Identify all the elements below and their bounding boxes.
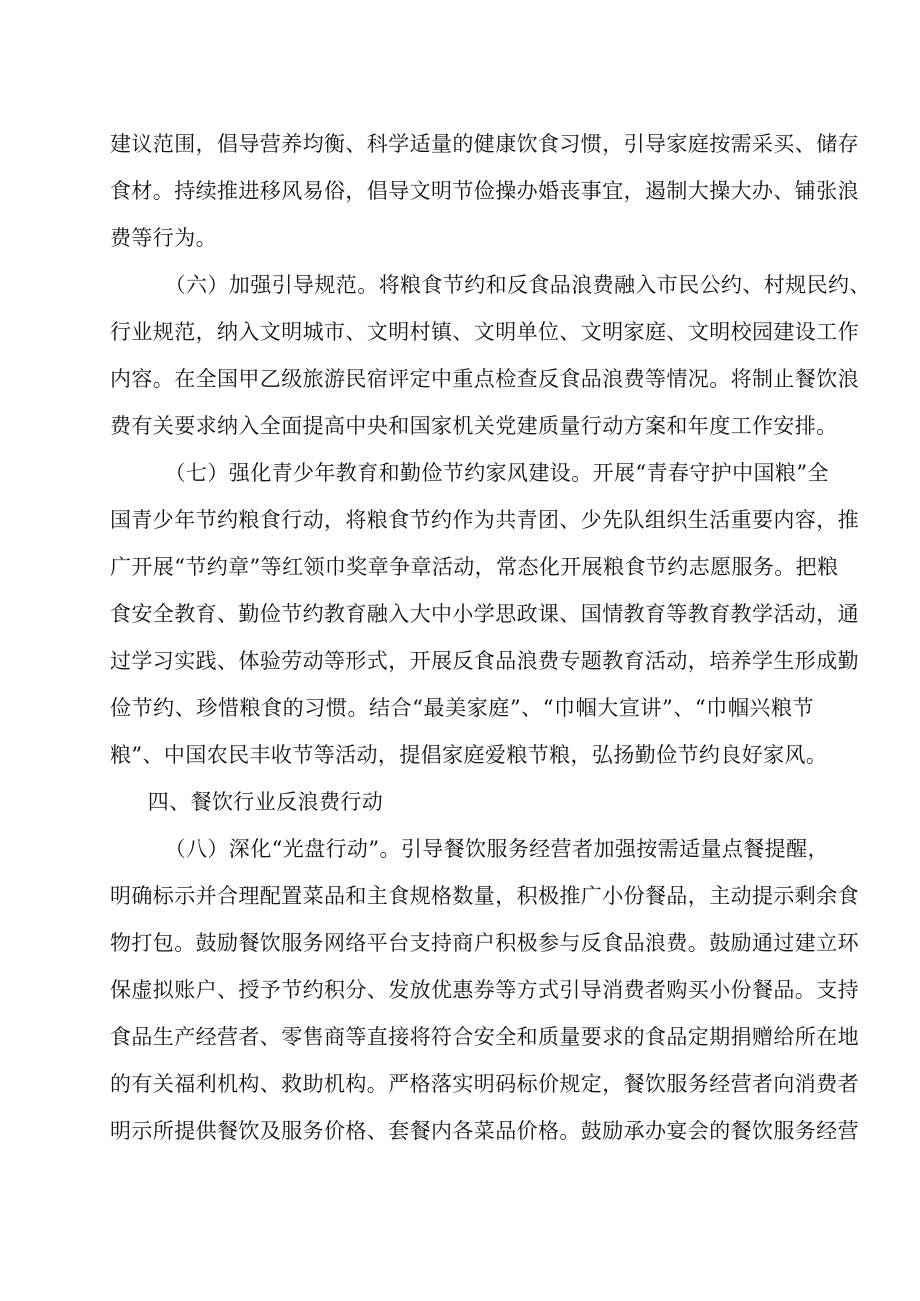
section-heading-four: [110, 779, 814, 826]
text-line: 明示所提供餐饮及服务价格、套餐内各菜品价格。鼓励承办宴会的餐饮服务经营: [110, 1119, 859, 1143]
text-line: 俭节约、珍惜粮食的习惯。结合“最美家庭”、“巾帼大宣讲”、“巾帼兴粮节: [110, 696, 814, 720]
paragraph-continuation: [110, 121, 859, 262]
paragraph-six-guidance: [110, 262, 871, 450]
text-line: 费有关要求纳入全面提高中央和国家机关党建质量行动方案和年度工作安排。: [110, 414, 838, 438]
text-line: （六）加强引导规范。将粮食节约和反食品浪费融入市民公约、村规民约、: [164, 273, 871, 297]
text-line: 国青少年节约粮食行动，将粮食节约作为共青团、少先队组织生活重要内容，推: [110, 508, 859, 532]
text-line: 内容。在全国甲乙级旅游民宿评定中重点检查反食品浪费等情况。将制止餐饮浪: [110, 367, 859, 391]
text-line: 粮”、中国农民丰收节等活动，提倡家庭爱粮节粮，弘扬勤俭节约良好家风。: [110, 743, 828, 767]
text-line: 明确标示并合理配置菜品和主食规格数量，积极推广小份餐品，主动提示剩余食: [110, 884, 859, 908]
text-line: 建议范围，倡导营养均衡、科学适量的健康饮食习惯，引导家庭按需采买、储存: [110, 132, 859, 156]
text-line: 过学习实践、体验劳动等形式，开展反食品浪费专题教育活动，培养学生形成勤: [110, 649, 859, 673]
section-heading: 四、餐饮行业反浪费行动: [147, 790, 384, 814]
text-line: 食材。持续推进移风易俗，倡导文明节俭操办婚丧事宜，遏制大操大办、铺张浪: [110, 179, 859, 203]
paragraph-eight-clean-plate: [110, 826, 859, 1155]
text-line: 保虚拟账户、授予节约积分、发放优惠券等方式引导消费者购买小份餐品。支持: [110, 978, 859, 1002]
text-line: （八）深化“光盘行动”。引导餐饮服务经营者加强按需适量点餐提醒，: [164, 837, 829, 861]
paragraph-seven-youth-education: [110, 450, 859, 779]
text-line: 行业规范，纳入文明城市、文明村镇、文明单位、文明家庭、文明校园建设工作: [110, 320, 859, 344]
text-line: 食安全教育、勤俭节约教育融入大中小学思政课、国情教育等教育教学活动，通: [110, 602, 859, 626]
text-line: （七）强化青少年教育和勤俭节约家风建设。开展“青春守护中国粮”全: [164, 461, 829, 485]
text-line: 的有关福利机构、救助机构。严格落实明码标价规定，餐饮服务经营者向消费者: [110, 1072, 859, 1096]
text-line: 费等行为。: [110, 226, 217, 250]
document-body: [110, 121, 871, 1155]
text-line: 物打包。鼓励餐饮服务网络平台支持商户积极参与反食品浪费。鼓励通过建立环: [110, 931, 859, 955]
text-line: 广开展“节约章”等红领巾奖章争章活动，常态化开展粮食节约志愿服务。把粮: [110, 555, 839, 579]
text-line: 食品生产经营者、零售商等直接将符合安全和质量要求的食品定期捐赠给所在地: [110, 1025, 859, 1049]
